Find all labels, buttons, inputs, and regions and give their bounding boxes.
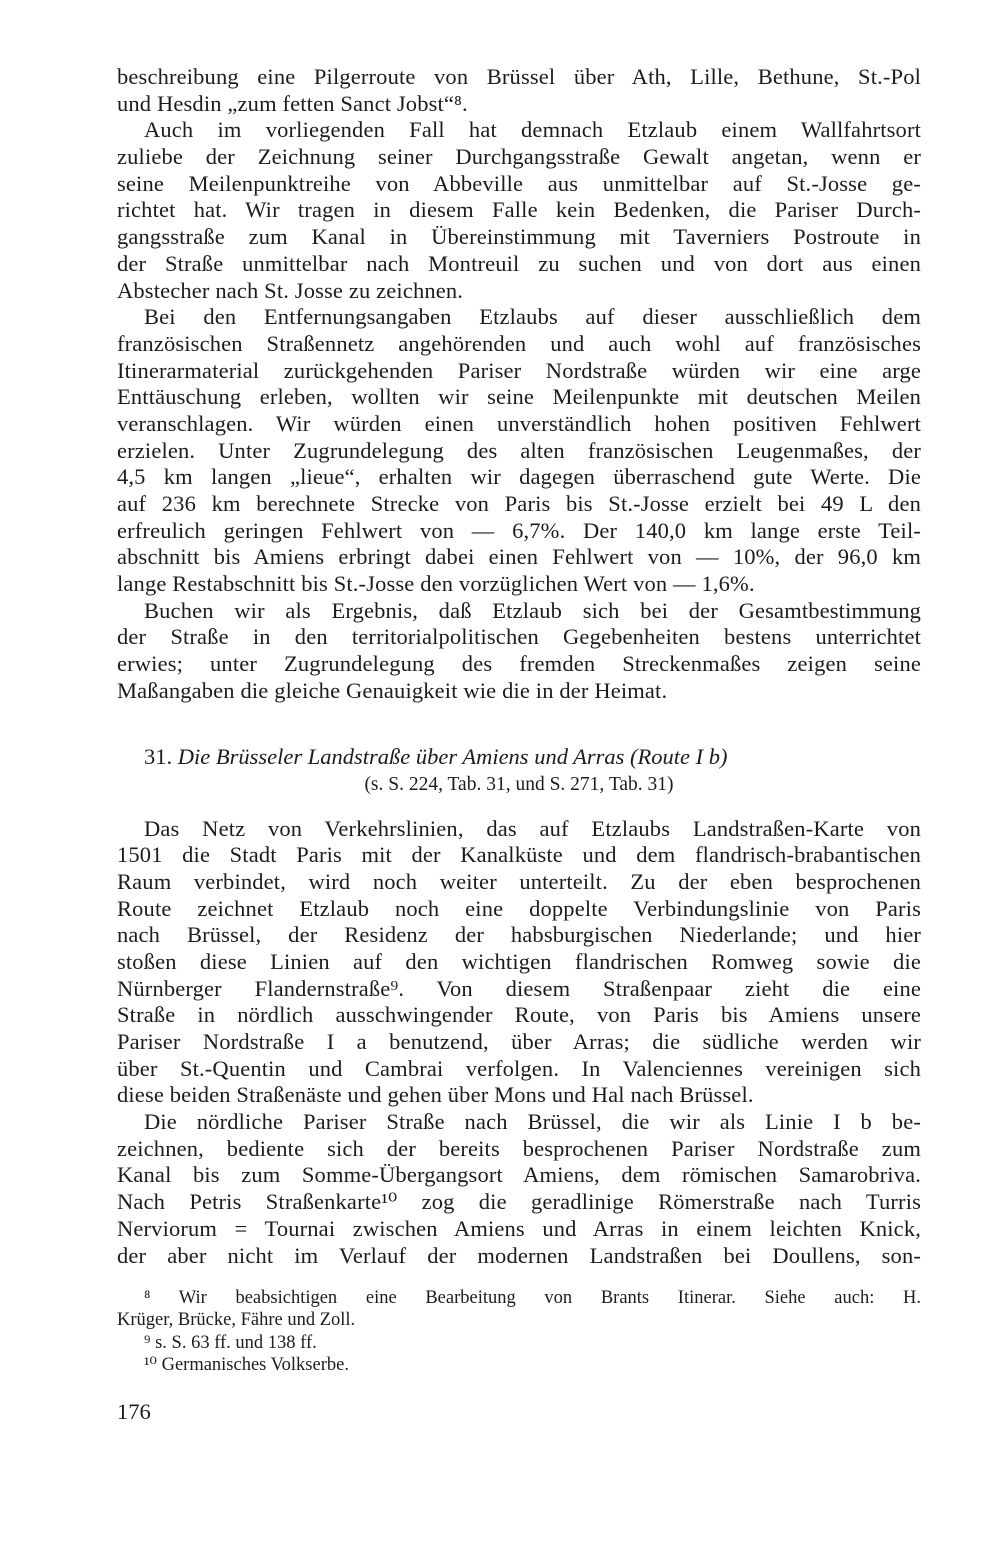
footnote-8: ⁸ Wir beabsichtigen eine Bearbeitung von Brants Itinerar. Siehe auch: H. <box>144 1288 921 1309</box>
text-line: über St.-Quentin und Cambrai verfolgen. In Valenciennes vereinigen sich <box>117 1055 921 1081</box>
paragraph-4 <box>117 598 921 705</box>
text-line: seine Meilenpunktreihe von Abbeville aus unmittelbar auf St.-Josse ge- <box>117 170 921 196</box>
page-body <box>117 64 921 1376</box>
footnote-10: ¹⁰ Germanisches Volkserbe. <box>144 1354 349 1375</box>
paragraph-2 <box>117 117 921 304</box>
text-line: erwies; unter Zugrundelegung des fremden Streckenmaßes zeigen seine <box>117 651 921 677</box>
text-line: richtet hat. Wir tragen in diesem Falle kein Bedenken, die Pariser Durch- <box>117 197 921 223</box>
text-line: Itinerarmaterial zurückgehenden Pariser Nordstraße würden wir eine arge <box>117 357 921 383</box>
text-line: veranschlagen. Wir würden einen unverständlich hohen positiven Fehlwert <box>117 410 921 436</box>
text-line: abschnitt bis Amiens erbringt dabei einen Fehlwert von — 10%, der 96,0 km <box>117 544 921 570</box>
text-line: Nerviorum = Tournai zwischen Amiens und Arras in einem leichten Knick, <box>117 1215 921 1241</box>
section-number: 31. <box>144 743 173 769</box>
text-line: Route zeichnet Etzlaub noch eine doppelte Verbindungslinie von Paris <box>117 895 921 921</box>
text-line: 1501 die Stadt Paris mit der Kanalküste und dem flandrisch-brabantischen <box>117 842 921 868</box>
text-line: Maßangaben die gleiche Genauigkeit wie die in der Heimat. <box>117 677 668 703</box>
text-line: Das Netz von Verkehrslinien, das auf Etzlaubs Landstraßen-Karte von <box>144 815 921 841</box>
page-number: 176 <box>117 1399 151 1424</box>
footnotes <box>117 1287 921 1376</box>
section-subheading: (s. S. 224, Tab. 31, und S. 271, Tab. 31) <box>364 773 674 795</box>
text-line: lange Restabschnitt bis St.-Josse den vorzüglichen Wert von — 1,6%. <box>117 571 755 597</box>
section-heading <box>117 742 921 772</box>
paragraph-5 <box>117 816 921 1110</box>
text-line: Nach Petris Straßenkarte¹⁰ zog die geradlinige Römerstraße nach Turris <box>117 1189 921 1215</box>
text-line: auf 236 km berechnete Strecke von Paris bis St.-Josse erzielt bei 49 L den <box>117 491 921 516</box>
text-line: Nürnberger Flandernstraße⁹. Von diesem Straßenpaar zieht die eine <box>117 975 921 1001</box>
text-line: zeichnen, bediente sich der bereits besprochenen Pariser Nordstraße zum <box>117 1135 921 1161</box>
text-line: Pariser Nordstraße I a benutzend, über Arras; die südliche werden wir <box>117 1029 921 1054</box>
text-line: Buchen wir als Ergebnis, daß Etzlaub sich bei der Gesamtbestimmung <box>144 597 921 623</box>
text-line: 4,5 km langen „lieue“, erhalten wir dagegen überraschend gute Werte. Die <box>117 464 921 490</box>
text-line: Raum verbindet, wird noch weiter unterteilt. Zu der eben besprochenen <box>117 868 921 894</box>
text-line: Straße in nördlich ausschwingender Route, von Paris bis Amiens unsere <box>117 1002 921 1028</box>
text-line: Kanal bis zum Somme-Übergangsort Amiens, dem römischen Samarobriva. <box>117 1162 921 1188</box>
paragraph-1 <box>117 64 921 117</box>
text-line: beschreibung eine Pilgerroute von Brüssel über Ath, Lille, Bethune, St.-Pol <box>117 64 921 89</box>
text-line: der Straße unmittelbar nach Montreuil zu suchen und von dort aus einen <box>117 250 921 276</box>
text-line: zuliebe der Zeichnung seiner Durchgangsstraße Gewalt angetan, wenn er <box>117 144 921 170</box>
text-line: und Hesdin „zum fetten Sanct Jobst“⁸. <box>117 90 468 116</box>
text-line: diese beiden Straßenäste und gehen über Mons und Hal nach Brüssel. <box>117 1082 754 1108</box>
paragraph-6 <box>117 1109 921 1269</box>
text-line: Auch im vorliegenden Fall hat demnach Etzlaub einem Wallfahrtsort <box>144 117 921 143</box>
text-line: Die nördliche Pariser Straße nach Brüssel, die wir als Linie I b be- <box>144 1109 921 1135</box>
text-line: Bei den Entfernungsangaben Etzlaubs auf dieser ausschließlich dem <box>144 304 921 330</box>
footnote-8-cont: Krüger, Brücke, Fähre und Zoll. <box>117 1310 356 1331</box>
text-line: Abstecher nach St. Josse zu zeichnen. <box>117 277 464 303</box>
section-title: Die Brüsseler Landstraße über Amiens und Arras (Route I b) <box>177 743 728 769</box>
text-line: gangsstraße zum Kanal in Übereinstimmung mit Taverniers Postroute in <box>117 224 921 250</box>
text-line: Enttäuschung erleben, wollten wir seine Meilenpunkte mit deutschen Meilen <box>117 384 921 410</box>
text-line: der Straße in den territorialpolitischen Gegebenheiten bestens unterrichtet <box>117 624 921 650</box>
text-line: der aber nicht im Verlauf der modernen Landstraßen bei Doullens, son- <box>117 1242 921 1268</box>
text-line: erzielen. Unter Zugrundelegung des alten französischen Leugenmaßes, der <box>117 437 921 463</box>
footnote-9: ⁹ s. S. 63 ff. und 138 ff. <box>144 1332 317 1353</box>
paragraph-3 <box>117 304 921 598</box>
text-line: nach Brüssel, der Residenz der habsburgischen Niederlande; und hier <box>117 922 921 948</box>
text-line: stoßen diese Linien auf den wichtigen flandrischen Romweg sowie die <box>117 948 921 974</box>
text-line: erfreulich geringen Fehlwert von — 6,7%. Der 140,0 km lange erste Teil- <box>117 517 921 543</box>
text-line: französischen Straßennetz angehörenden und auch wohl auf französisches <box>117 330 921 356</box>
